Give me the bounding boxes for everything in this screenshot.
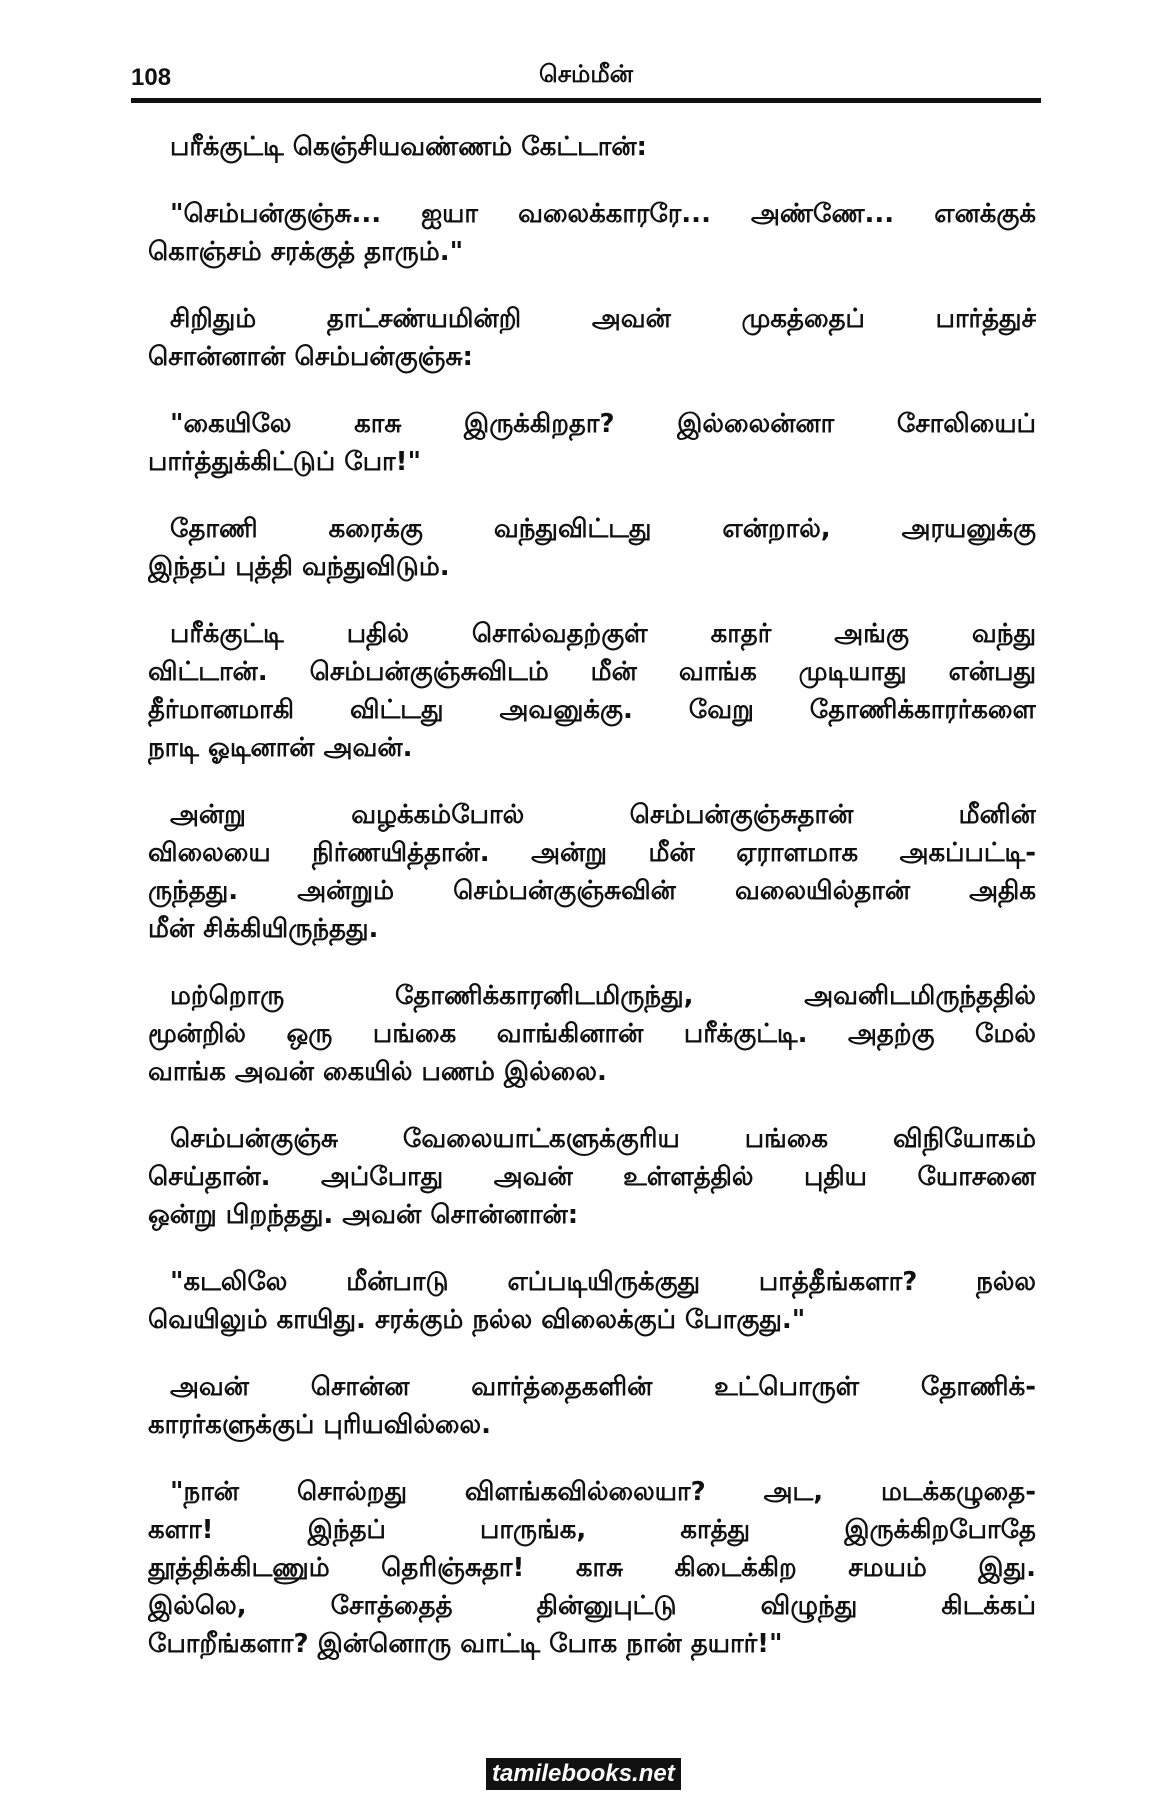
text-line: ருந்தது. அன்றும் செம்பன்குஞ்சுவின் வலையில்தான் அதிக [148,876,1036,906]
text-line: "கடலிலே மீன்பாடு எப்படியிருக்குது பாத்தீங்களா? நல்ல [170,1267,1036,1297]
text-line: ஒன்று பிறந்தது. அவன் சொன்னான்: [148,1200,579,1230]
text-line: "செம்பன்குஞ்சு... ஐயா வலைக்காரரே... அண்ணே... எனக்குக் [170,199,1036,229]
text-line: வெயிலும் காயிது. சரக்கும் நல்ல விலைக்குப் போகுது." [148,1305,806,1335]
paragraph [148,1263,1036,1339]
text-line: களா! இந்தப் பாருங்க, காத்து இருக்கிறபோதே [148,1515,1036,1545]
page-body [148,128,1036,1692]
text-line: தூத்திக்கிடணும் தெரிஞ்சுதா! காசு கிடைக்கிற சமயம் இது. [148,1553,1036,1583]
text-line: விட்டான். செம்பன்குஞ்சுவிடம் மீன் வாங்க முடியாது என்பது [148,657,1036,687]
paragraph [148,615,1036,767]
text-line: வாங்க அவன் கையில் பணம் இல்லை. [148,1057,607,1087]
text-line: மற்றொரு தோணிக்காரனிடமிருந்து, அவனிடமிருந்ததில் [170,981,1036,1011]
watermark-badge: tamilebooks.net [486,1758,681,1790]
text-line: "நான் சொல்றது விளங்கவில்லையா? அட, மடக்கழுதை- [170,1477,1036,1507]
paragraph [148,1368,1036,1444]
paragraph [148,796,1036,948]
text-line: பரீக்குட்டி கெஞ்சியவண்ணம் கேட்டான்: [170,132,647,162]
paragraph [148,405,1036,481]
paragraph [148,510,1036,586]
paragraph [148,300,1036,376]
book-title: செம்மீன் [539,60,633,88]
page-number: 108 [131,64,172,91]
header-rule [131,98,1041,103]
text-line: நாடி ஓடினான் அவன். [148,733,413,763]
text-line: பரீக்குட்டி பதில் சொல்வதற்குள் காதர் அங்கு வந்து [170,619,1036,649]
text-line: இந்தப் புத்தி வந்துவிடும். [148,552,450,582]
text-line: பார்த்துக்கிட்டுப் போ!" [148,447,422,477]
text-line: அவன் சொன்ன வார்த்தைகளின் உட்பொருள் தோணிக்- [170,1372,1036,1402]
text-line: கொஞ்சம் சரக்குத் தாரும்." [148,237,464,267]
text-line: இல்லெ, சோத்தைத் தின்னுபுட்டு விழுந்து கிடக்கப் [148,1591,1036,1621]
text-line: மூன்றில் ஒரு பங்கை வாங்கினான் பரீக்குட்டி. அதற்கு மேல் [148,1019,1036,1049]
text-line: அன்று வழக்கம்போல் செம்பன்குஞ்சுதான் மீனின் [170,800,1036,830]
text-line: சிறிதும் தாட்சண்யமின்றி அவன் முகத்தைப் பார்த்துச் [170,304,1036,334]
paragraph [148,1120,1036,1234]
page-header [131,58,1041,98]
paragraph [148,977,1036,1091]
text-line: தீர்மானமாகி விட்டது அவனுக்கு. வேறு தோணிக்காரர்களை [148,695,1036,725]
paragraph [148,128,1036,166]
text-line: மீன் சிக்கியிருந்தது. [148,914,379,944]
text-line: "கையிலே காசு இருக்கிறதா? இல்லைன்னா சோலியைப் [170,409,1036,439]
text-line: போறீங்களா? இன்னொரு வாட்டி போக நான் தயார்!" [148,1629,783,1659]
text-line: காரர்களுக்குப் புரியவில்லை. [148,1410,491,1440]
text-line: விலையை நிர்ணயித்தான். அன்று மீன் ஏராளமாக அகப்பட்டி- [148,838,1036,868]
paragraph [148,195,1036,271]
text-line: சொன்னான் செம்பன்குஞ்சு: [148,342,473,372]
text-line: செம்பன்குஞ்சு வேலையாட்களுக்குரிய பங்கை விநியோகம் [170,1124,1036,1154]
text-line: தோணி கரைக்கு வந்துவிட்டது என்றால், அரயனுக்கு [170,514,1036,544]
paragraph [148,1473,1036,1663]
text-line: செய்தான். அப்போது அவன் உள்ளத்தில் புதிய யோசனை [148,1162,1036,1192]
